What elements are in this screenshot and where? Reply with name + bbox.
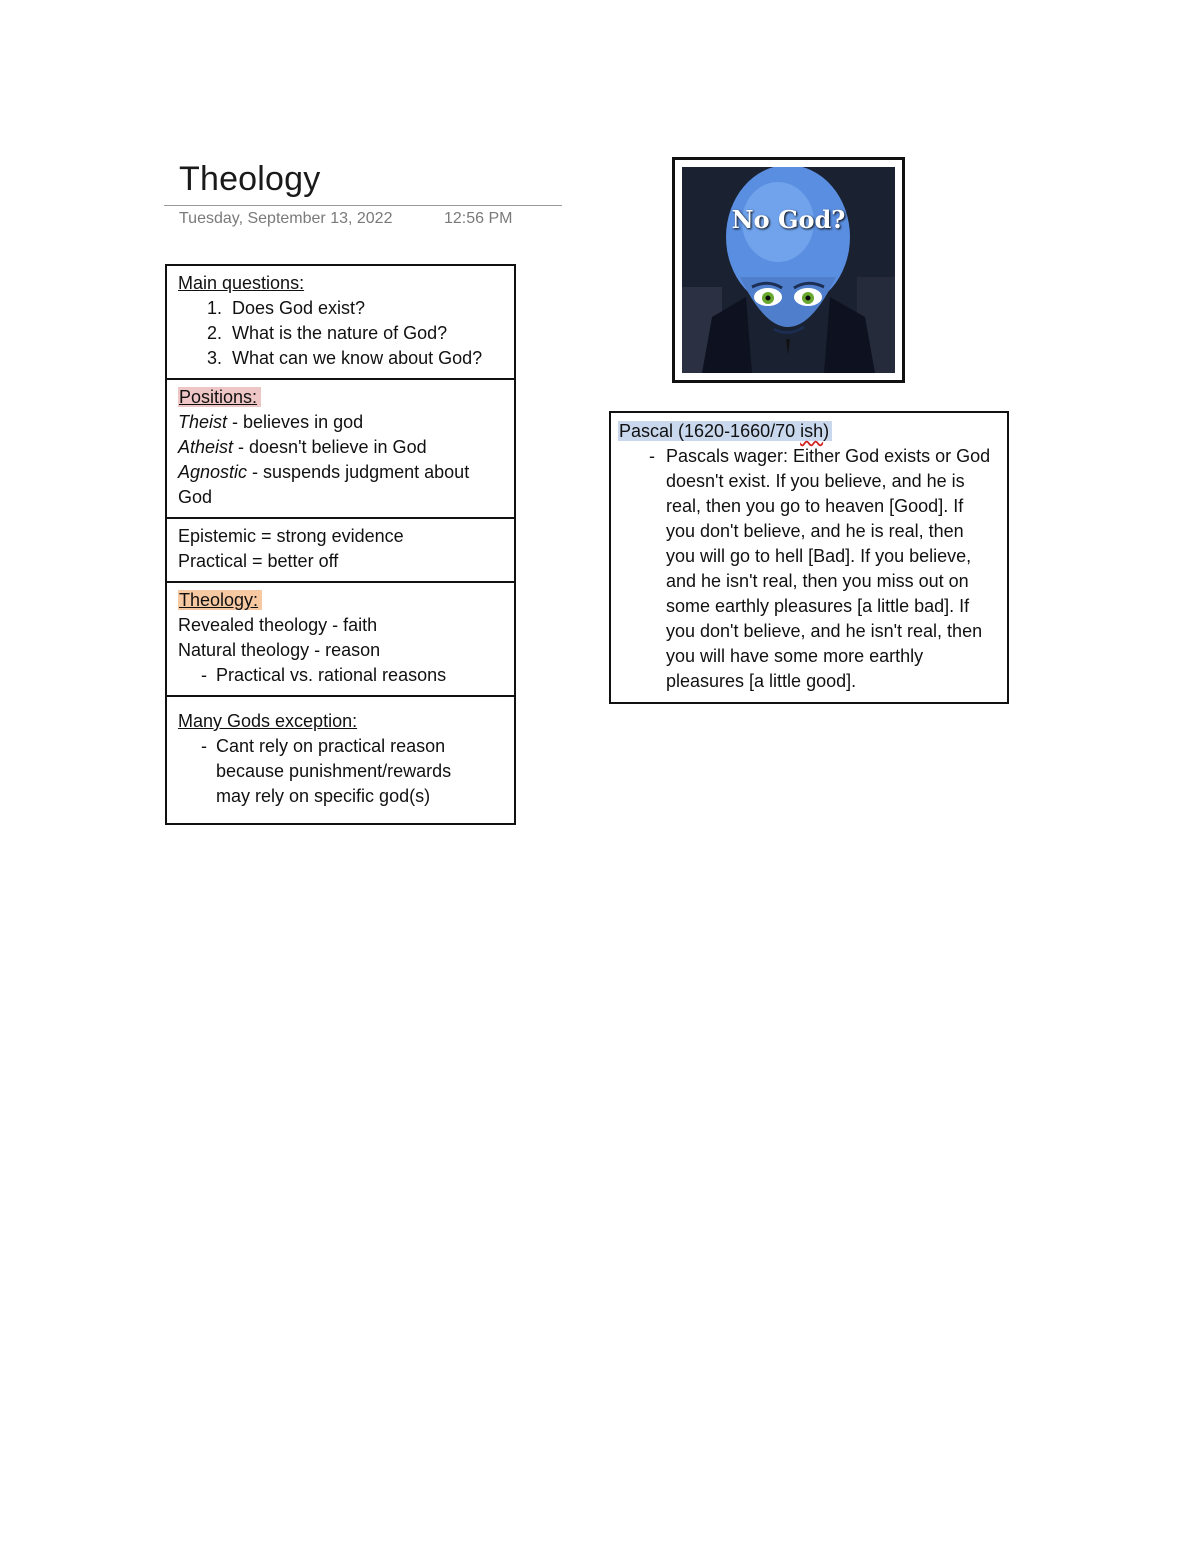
positions-cell: [167, 378, 514, 517]
position-row: [178, 410, 504, 435]
note-date: Tuesday, September 13, 2022: [179, 210, 393, 227]
position-definition: - doesn't believe in God: [233, 437, 427, 457]
many-gods-heading: Many Gods exception:: [178, 711, 358, 731]
meme-caption: No God?: [731, 205, 846, 234]
theology-heading: Theology:: [178, 590, 262, 610]
page-title: Theology: [179, 160, 321, 198]
pascal-heading-close: ): [823, 421, 830, 441]
list-item: [178, 346, 504, 371]
main-questions-cell: [167, 266, 514, 378]
position-definition: - suspends judgment about God: [178, 462, 470, 507]
list-text: What is the nature of God?: [232, 323, 448, 343]
main-questions-heading: Main questions:: [178, 273, 305, 293]
meme-image: [682, 167, 895, 373]
bullet-text: Practical vs. rational reasons: [216, 665, 447, 685]
bullet-marker: -: [201, 736, 207, 756]
list-item: [178, 663, 504, 688]
notes-table: [165, 264, 516, 825]
epistemic-line: Epistemic = strong evidence: [178, 526, 404, 546]
list-item: [178, 296, 504, 321]
pascal-heading: [618, 419, 993, 444]
list-item: [178, 734, 504, 809]
pascals-wager-text: Pascals wager: Either God exists or God doesn't exist. If you believe, and he is real, then you go to heaven [Good]. If you don't believe, and he is real, then you will go to hell [Bad]. If you believe, and he isn't real, then you miss out on some earthly pleasures [a little bad]. If you don't believe, and he isn't real, then you will have some more earthly pleasures [a little good].: [666, 446, 991, 691]
practical-line: Practical = better off: [178, 551, 339, 571]
position-row: [178, 435, 504, 460]
list-text: What can we know about God?: [232, 348, 483, 368]
positions-heading: Positions:: [178, 387, 261, 407]
meme-image-frame: [672, 157, 905, 383]
list-text: Does God exist?: [232, 298, 366, 318]
megamind-illustration: [682, 167, 895, 373]
position-term: Theist: [178, 412, 228, 432]
pascal-note-box: [609, 411, 1009, 704]
theology-cell: [167, 581, 514, 695]
title-divider: [164, 205, 562, 206]
many-gods-cell: [167, 695, 514, 823]
list-number: 3.: [206, 348, 222, 368]
pascal-heading-misspelled: ish: [800, 421, 824, 441]
note-time: 12:56 PM: [444, 210, 513, 227]
position-term: Agnostic: [178, 462, 248, 482]
position-row: [178, 460, 504, 510]
list-item: [178, 321, 504, 346]
natural-theology-line: Natural theology - reason: [178, 640, 381, 660]
position-definition: - believes in god: [227, 412, 364, 432]
list-number: 2.: [206, 323, 222, 343]
position-term: Atheist: [178, 437, 234, 457]
list-number: 1.: [206, 298, 222, 318]
pascal-heading-text: Pascal (1620-1660/70: [619, 421, 801, 441]
bullet-marker: -: [201, 665, 207, 685]
bullet-marker: -: [649, 446, 655, 466]
evidence-cell: [167, 517, 514, 581]
bullet-text: Cant rely on practical reason because punishment/rewards may rely on specific god(s): [216, 736, 452, 806]
revealed-theology-line: Revealed theology - faith: [178, 615, 378, 635]
list-item: [618, 444, 993, 694]
